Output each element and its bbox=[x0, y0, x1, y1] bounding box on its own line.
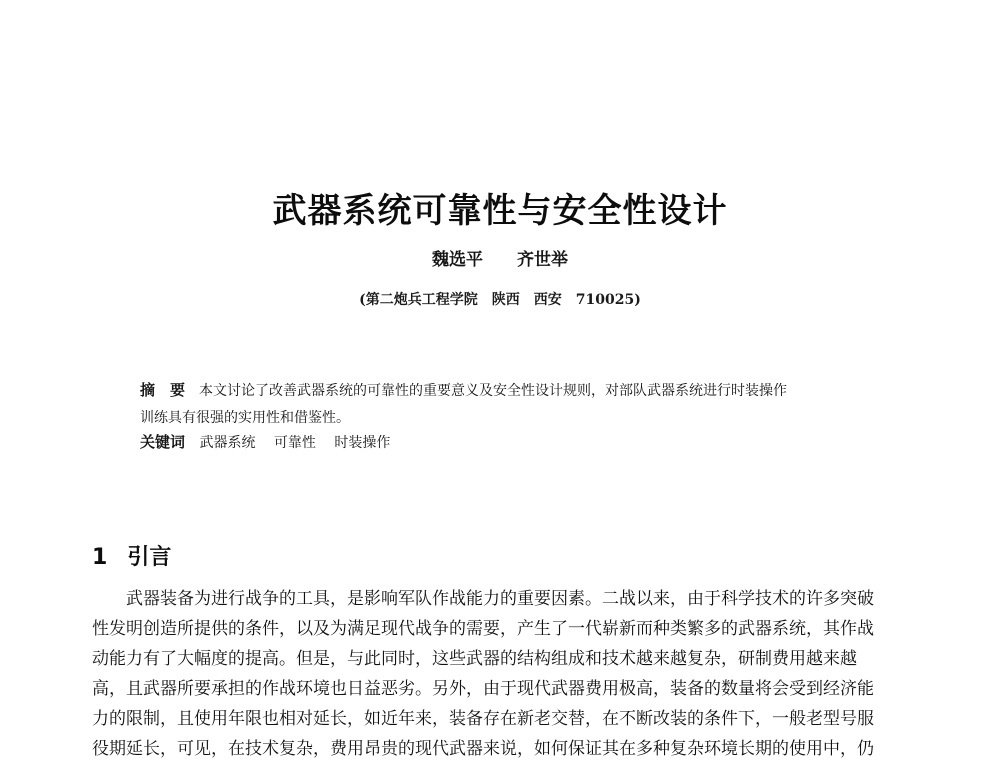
keyword: 武器系统 bbox=[199, 435, 256, 451]
keywords bbox=[140, 430, 880, 455]
body-line: 动能力有了大幅度的提高。但是，与此同时，这些武器的结构组成和技术越来越复杂，研制费用越来越 bbox=[92, 649, 857, 669]
body-line: 力的限制，且使用年限也相对延长，如近年来，装备存在新老交替，在不断改装的条件下，一般老型号服 bbox=[92, 709, 874, 729]
keywords-label: 关键词 bbox=[140, 433, 186, 451]
section-number: 1 bbox=[92, 545, 108, 570]
author-name: 齐世举 bbox=[516, 250, 568, 270]
section-title: 引言 bbox=[127, 545, 172, 570]
author-name: 魏选平 bbox=[432, 250, 484, 270]
abstract-text-1: 本文讨论了改善武器系统的可靠性的重要意义及安全性设计规则，对部队武器系统进行时装操作 bbox=[199, 383, 788, 399]
abstract-label: 摘 要 bbox=[140, 381, 186, 399]
abstract-line-1 bbox=[140, 377, 880, 405]
abstract bbox=[140, 377, 880, 432]
body-line: 性发明创造所提供的条件，以及为满足现代战争的需要，产生了一代崭新而种类繁多的武器系统，其作战 bbox=[92, 619, 874, 639]
body-line: 高，且武器所要承担的作战环境也日益恶劣。另外，由于现代武器费用极高，装备的数量将会受到经济能 bbox=[92, 679, 874, 699]
author-list bbox=[0, 245, 1000, 270]
keyword: 可靠性 bbox=[273, 435, 316, 451]
affiliation: (第二炮兵工程学院 陕西 西安 710025) bbox=[359, 292, 641, 308]
keyword: 时装操作 bbox=[334, 435, 391, 451]
abstract-text-2: 训练具有很强的实用性和借鉴性。 bbox=[140, 410, 350, 426]
body-paragraph bbox=[92, 584, 912, 764]
paper-title: 武器系统可靠性与安全性设计 bbox=[272, 191, 728, 231]
section-heading bbox=[92, 540, 171, 571]
body-line: 役期延长，可见，在技术复杂，费用昂贵的现代武器来说，如何保证其在多种复杂环境长期的使用中，仍 bbox=[92, 739, 874, 759]
body-line: 武器装备为进行战争的工具，是影响军队作战能力的重要因素。二战以来，由于科学技术的许多突破 bbox=[126, 589, 874, 609]
